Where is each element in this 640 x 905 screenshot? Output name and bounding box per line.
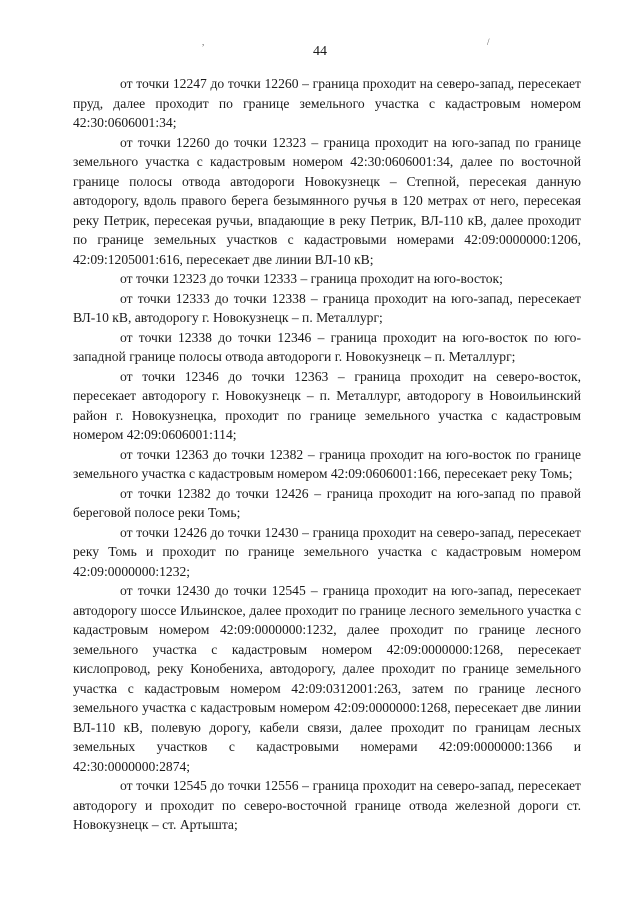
boundary-paragraph: от точки 12323 до точки 12333 – граница проходит на юго-восток;: [120, 271, 503, 286]
boundary-paragraph: от точки 12426 до точки 12430 – граница проходит на северо-запад, пересекает реку Томь и проходит по границе земельного участка с кадастровым номером 42:09:0000000:1232;: [73, 524, 581, 579]
boundary-paragraph: от точки 12333 до точки 12338 – граница проходит на юго-запад, пересекает ВЛ-10 кВ, автодорогу г. Новокузнецк – п. Металлург;: [73, 290, 581, 325]
boundary-paragraph: от точки 12247 до точки 12260 – граница проходит на северо-запад, пересекает пруд, далее проходит по границе земельного участка с кадастровым номером 42:30:0606001:34;: [73, 76, 581, 130]
boundary-paragraph: от точки 12363 до точки 12382 – граница проходит на юго-восток по границе земельного участка с кадастровым номером 42:09:0606001:166, пересекает реку Томь;: [73, 446, 581, 481]
boundary-paragraph: от точки 12338 до точки 12346 – граница проходит на юго-восток по юго-западной границе полосы отвода автодороги г. Новокузнецк – п. Металлург;: [73, 329, 581, 364]
document-body: [73, 74, 581, 835]
boundary-paragraph: от точки 12346 до точки 12363 – граница проходит на северо-восток, пересекает автодорогу г. Новокузнецк – п. Металлург, автодорогу в Новоильинский район г. Новокузнецка, проходит по границе земельного участка с кадастровым номером 42:09:0606001:114;: [73, 368, 581, 442]
boundary-paragraph: от точки 12545 до точки 12556 – граница проходит на северо-запад, пересекает автодорогу и проходит по северо-восточной границе отвода железной дороги ст. Новокузнецк – ст. Артышта;: [73, 778, 581, 832]
boundary-paragraph: от точки 12382 до точки 12426 – граница проходит на юго-запад по правой береговой полосе реки Томь;: [73, 485, 581, 520]
scan-mark: ,: [202, 37, 205, 47]
scan-mark: /: [487, 37, 490, 47]
boundary-paragraph: от точки 12430 до точки 12545 – граница проходит на юго-запад, пересекает автодорогу шоссе Ильинское, далее проходит по границе лесного земельного участка с кадастровым номером 42:09:0000000:1232, далее проходит по границе лесного земельного участка с кадастровым номером 42:09:0000000:1268, пересекает кислопровод, реку Конобениха, автодорогу, далее проходит по границе земельного участка с кадастровым номером 42:09:0312001:263, затем по границе лесного земельного участка с кадастровым номером 42:09:0000000:1268, пересекает две линии ВЛ-110 кВ, полевую дорогу, кабели связи, далее проходит по границам лесных земельных участков с кадастровыми номерами 42:09:0000000:1366 и 42:30:0000000:2874;: [73, 583, 581, 774]
page-number: 44: [313, 44, 327, 59]
boundary-paragraph: от точки 12260 до точки 12323 – граница проходит на юго-запад по границе земельного участка с кадастровым номером 42:30:0606001:34, далее по восточной границе полосы отвода автодороги Новокузнецк – Степной, пересекая данную автодорогу, вдоль правого берега безымянного ручья в 120 метрах от него, пересекая реку Петрик, пересекая ручьи, впадающие в реку Петрик, ВЛ-110 кВ, далее проходит по границе земельных участков с кадастровыми номерами 42:09:0000000:1206, 42:09:1205001:616, пересекает две линии ВЛ-10 кВ;: [73, 134, 581, 267]
